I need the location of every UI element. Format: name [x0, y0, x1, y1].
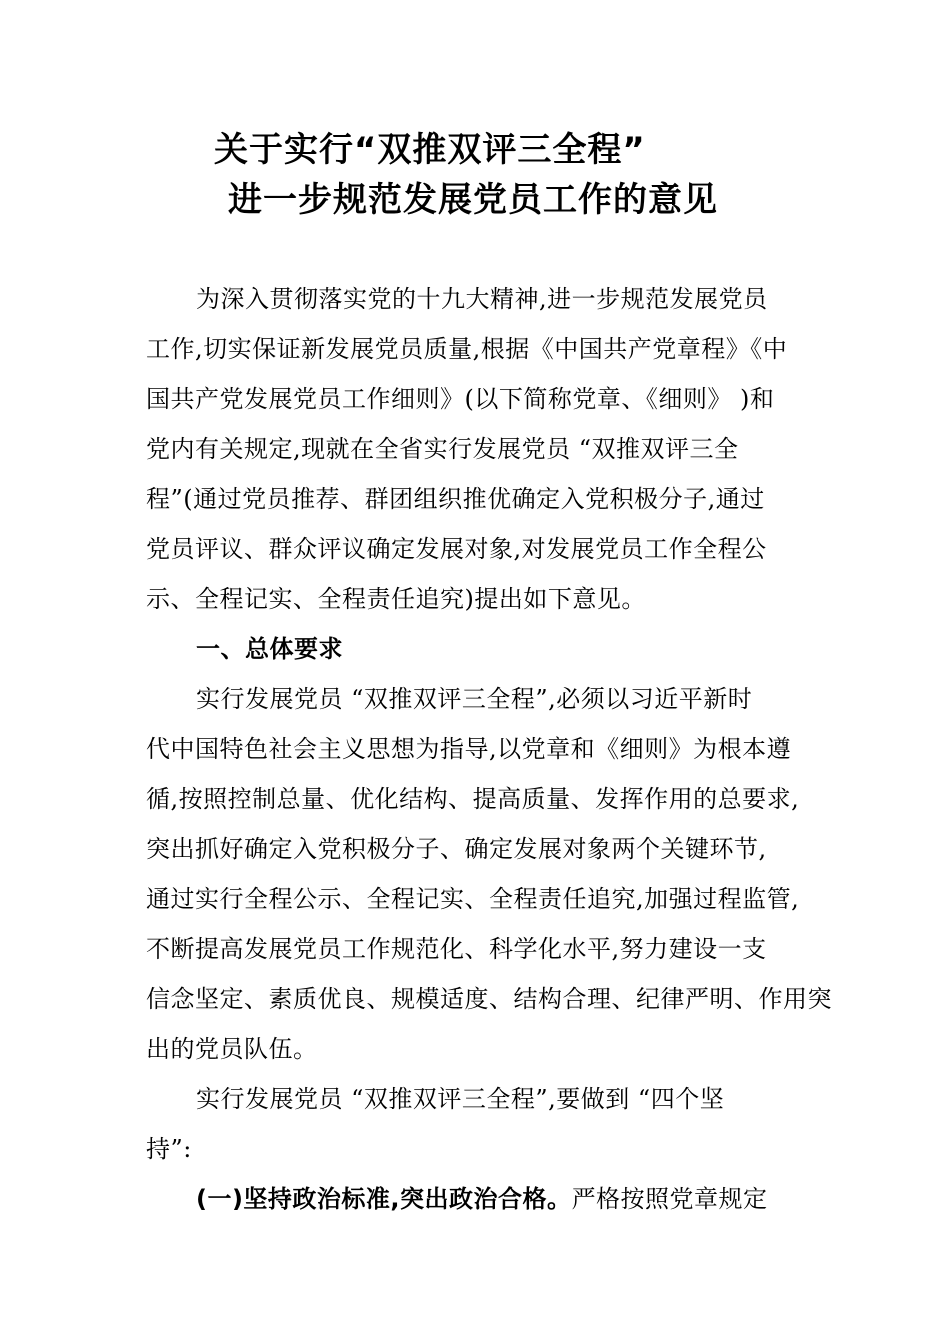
paragraph-2-line-1: 实行发展党员 “双推双评三全程”,必须以习近平新时 — [196, 685, 753, 713]
paragraph-2-line-2: 代中国特色社会主义思想为指导,以党章和《细则》为根本遵 — [146, 735, 792, 763]
paragraph-2-line-8: 出的党员队伍。 — [146, 1035, 318, 1063]
section-heading: 一、总体要求 — [196, 635, 343, 663]
subsection-heading: (一)坚持政治标准,突出政治合格。 — [196, 1185, 572, 1213]
paragraph-2-line-4: 突出抓好确定入党积极分子、确定发展对象两个关键环节, — [146, 835, 767, 863]
paragraph-3-line-1: 实行发展党员 “双推双评三全程”,要做到 “四个坚 — [196, 1085, 725, 1113]
document-title-line-2: 进一步规范发展党员工作的意见 — [228, 180, 718, 220]
paragraph-2-line-6: 不断提高发展党员工作规范化、科学化水平,努力建设一支 — [146, 935, 767, 963]
paragraph-4-line-1 — [196, 1183, 768, 1215]
paragraph-2-line-5: 通过实行全程公示、全程记实、全程责任追究,加强过程监管, — [146, 885, 800, 913]
document-title-line-1: 关于实行“双推双评三全程” — [214, 130, 646, 170]
paragraph-3-line-2: 持”: — [146, 1135, 192, 1163]
paragraph-1-line-6: 党员评议、群众评议确定发展对象,对发展党员工作全程公 — [146, 535, 767, 563]
paragraph-1-line-4: 党内有关规定,现就在全省实行发展党员 “双推双评三全 — [146, 435, 739, 463]
paragraph-1-line-2: 工作,切实保证新发展党员质量,根据《中国共产党章程》《中 — [146, 335, 788, 363]
paragraph-2-line-7: 信念坚定、素质优良、规模适度、结构合理、纪律严明、作用突 — [146, 985, 832, 1013]
paragraph-1-line-1: 为深入贯彻落实党的十九大精神,进一步规范发展党员 — [196, 285, 768, 313]
paragraph-4-text: 严格按照党章规定 — [571, 1185, 768, 1213]
paragraph-1-line-7: 示、全程记实、全程责任追究)提出如下意见。 — [146, 585, 646, 613]
paragraph-1-line-3: 国共产党发展党员工作细则》(以下简称党章、《细则》 )和 — [146, 385, 775, 413]
paragraph-1-line-5: 程”(通过党员推荐、群团组织推优确定入党积极分子,通过 — [146, 485, 765, 513]
paragraph-2-line-3: 循,按照控制总量、优化结构、提高质量、发挥作用的总要求, — [146, 785, 800, 813]
